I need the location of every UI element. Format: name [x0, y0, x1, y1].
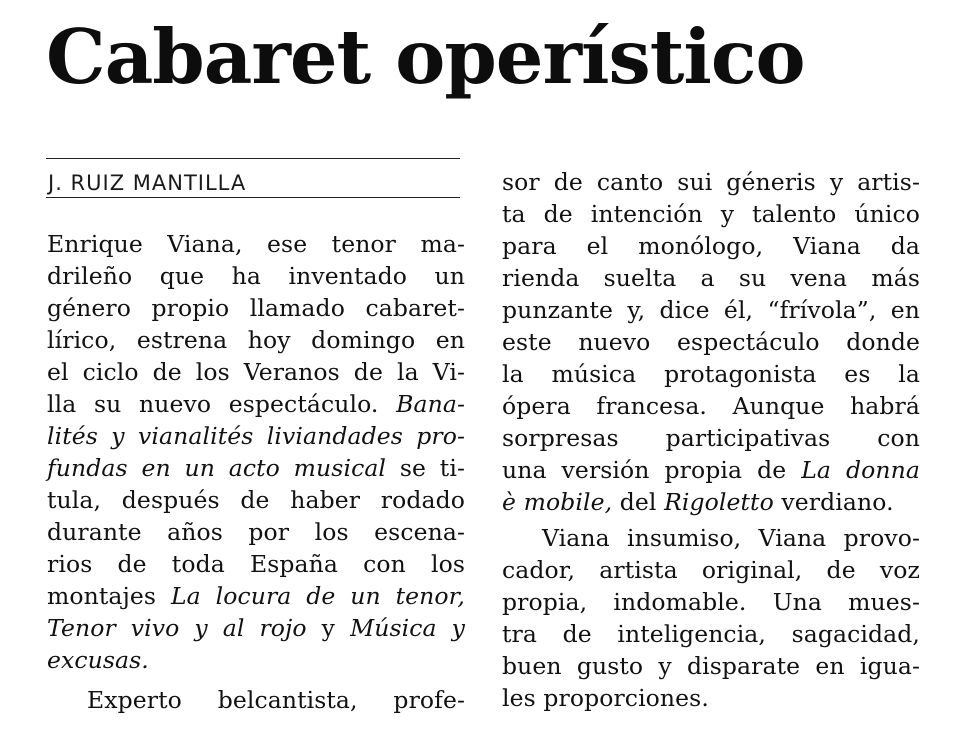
left-line-14 [47, 644, 465, 676]
left-line-2 [47, 260, 465, 292]
right-line-11 [502, 486, 920, 518]
italic-title: excusas. [47, 646, 149, 674]
right-line-15 [502, 618, 920, 650]
right-line-4 [502, 262, 920, 294]
headline: Cabaret operístico [46, 13, 805, 101]
text-run: tra de inteligencia, sagacidad, [502, 620, 920, 648]
left-line-6 [47, 388, 465, 420]
right-line-10 [502, 454, 920, 486]
text-run: la música protagonista es la [502, 360, 920, 388]
right-line-13 [502, 554, 920, 586]
text-run: y [306, 614, 351, 642]
text-run: verdiano. [773, 488, 894, 516]
text-run: lírico, estrena hoy domingo en [47, 326, 465, 354]
italic-title: lités y vianalités liviandades pro- [47, 422, 465, 450]
italic-title: Bana- [396, 390, 465, 418]
text-run: drileño que ha inventado un [47, 262, 465, 290]
byline-bottom-rule [46, 197, 460, 198]
text-run: Experto belcantista, profe- [87, 686, 465, 714]
right-line-3 [502, 230, 920, 262]
right-line-8 [502, 390, 920, 422]
text-run: para el monólogo, Viana da [502, 232, 920, 260]
text-run: el ciclo de los Veranos de la Vi- [47, 358, 465, 386]
text-run: buen gusto y disparate en igua- [502, 652, 920, 680]
right-line-1 [502, 166, 920, 198]
right-line-5 [502, 294, 920, 326]
italic-title: Tenor vivo y al rojo [47, 614, 307, 642]
left-line-4 [47, 324, 465, 356]
left-line-13 [47, 612, 465, 644]
byline-top-rule [46, 158, 460, 159]
text-run: montajes [47, 582, 171, 610]
left-line-12 [47, 580, 465, 612]
italic-title: Rigoletto [664, 488, 774, 516]
left-line-10 [47, 516, 465, 548]
italic-title: Música y [350, 614, 465, 642]
text-run: les proporciones. [502, 684, 709, 712]
right-line-16 [502, 650, 920, 682]
left-line-9 [47, 484, 465, 516]
text-run: sorpresas participativas con [502, 424, 920, 452]
left-line-5 [47, 356, 465, 388]
left-line-11 [47, 548, 465, 580]
text-run: rienda suelta a su vena más [502, 264, 920, 292]
right-line-2 [502, 198, 920, 230]
text-run: del [612, 488, 665, 516]
text-run: ta de intención y talento único [502, 200, 920, 228]
text-run: lla su nuevo espectáculo. [47, 390, 397, 418]
right-line-17 [502, 682, 920, 714]
italic-title: fundas en un acto musical [47, 454, 387, 482]
text-run: durante años por los escena- [47, 518, 465, 546]
right-line-6 [502, 326, 920, 358]
text-run: punzante y, dice él, “frívola”, en [502, 296, 920, 324]
right-line-7 [502, 358, 920, 390]
italic-title: è mobile, [502, 488, 613, 516]
right-line-14 [502, 586, 920, 618]
text-run: sor de canto sui géneris y artis- [502, 168, 920, 196]
right-line-12 [502, 522, 920, 554]
left-line-8 [47, 452, 465, 484]
text-run: rios de toda España con los [47, 550, 465, 578]
italic-title: La locura de un tenor, [170, 582, 465, 610]
text-run: cador, artista original, de voz [502, 556, 920, 584]
text-run: una versión propia de [502, 456, 802, 484]
text-run: propia, indomable. Una mues- [502, 588, 920, 616]
left-line-7 [47, 420, 465, 452]
text-run: se ti- [386, 454, 465, 482]
left-line-3 [47, 292, 465, 324]
left-line-15 [47, 684, 465, 716]
text-run: este nuevo espectáculo donde [502, 328, 920, 356]
italic-title: La donna [801, 456, 920, 484]
text-run: género propio llamado cabaret- [47, 294, 465, 322]
text-run: ópera francesa. Aunque habrá [502, 392, 920, 420]
left-line-1 [47, 228, 465, 260]
text-run: tula, después de haber rodado [47, 486, 465, 514]
byline: J. RUIZ MANTILLA [48, 171, 247, 195]
text-run: Viana insumiso, Viana provo- [542, 524, 920, 552]
right-line-9 [502, 422, 920, 454]
text-run: Enrique Viana, ese tenor ma- [47, 230, 465, 258]
